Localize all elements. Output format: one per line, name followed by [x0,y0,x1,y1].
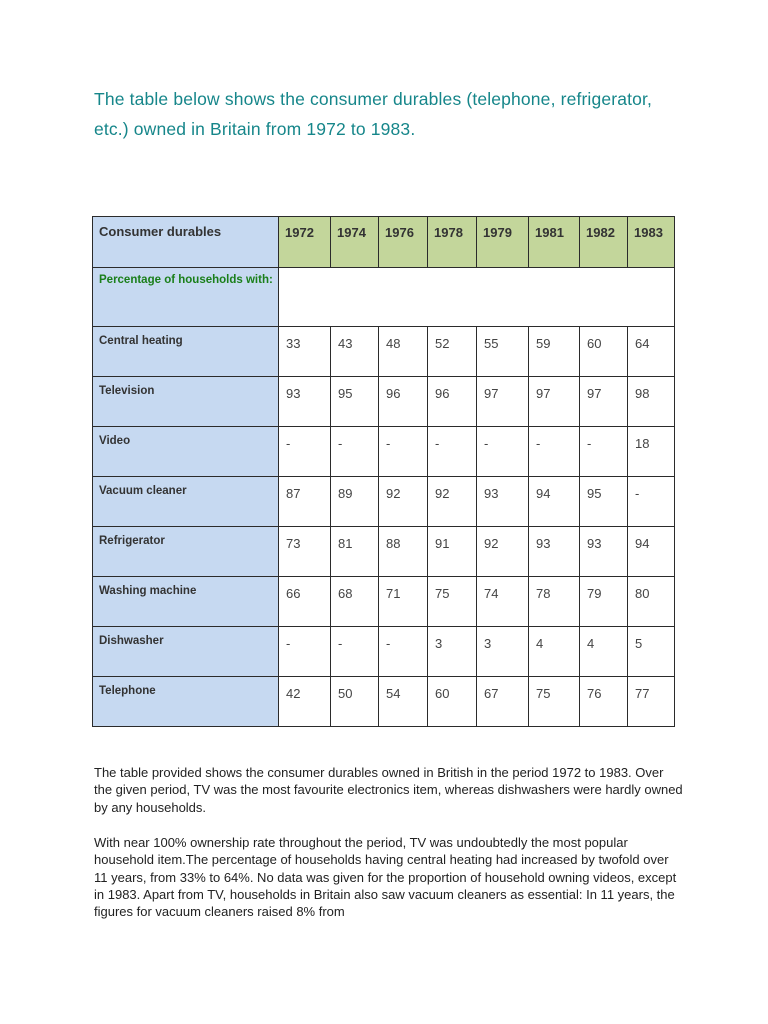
value-cell: 93 [529,527,580,577]
year-header-cell: 1974 [331,217,379,268]
row-label-cell: Central heating [93,327,279,377]
value-cell: 92 [428,477,477,527]
value-cell: 79 [580,577,628,627]
value-cell: 4 [580,627,628,677]
year-header-cell: 1978 [428,217,477,268]
value-cell: 97 [529,377,580,427]
row-label-cell: Washing machine [93,577,279,627]
value-cell: 98 [628,377,675,427]
value-cell: 42 [279,677,331,727]
table-row [93,477,675,527]
value-cell: 66 [279,577,331,627]
value-cell: 91 [428,527,477,577]
paragraph-intro: The table provided shows the consumer durables owned in British in the period 1972 to 1983. Over the given period, TV was the most favourite electronics item, whereas dishwashers were hardly owned by any households. [94,765,683,815]
value-cell: 3 [477,627,529,677]
value-cell: 73 [279,527,331,577]
value-cell: 60 [428,677,477,727]
table-row [93,677,675,727]
value-cell: 33 [279,327,331,377]
value-cell: - [580,427,628,477]
value-cell: 4 [529,627,580,677]
value-cell: - [279,427,331,477]
value-cell: 93 [580,527,628,577]
value-cell: 97 [477,377,529,427]
table-row [93,377,675,427]
value-cell: - [379,627,428,677]
value-cell: 92 [379,477,428,527]
table-row [93,577,675,627]
value-cell: 95 [331,377,379,427]
value-cell: 76 [580,677,628,727]
value-cell: 77 [628,677,675,727]
value-cell: - [379,427,428,477]
value-cell: 89 [331,477,379,527]
value-cell: - [529,427,580,477]
row-label-cell: Video [93,427,279,477]
value-cell: 43 [331,327,379,377]
value-cell: 93 [279,377,331,427]
value-cell: 59 [529,327,580,377]
year-header-cell: 1983 [628,217,675,268]
table-header-row [93,217,675,268]
value-cell: 18 [628,427,675,477]
value-cell: 74 [477,577,529,627]
value-cell: 60 [580,327,628,377]
row-label-cell: Refrigerator [93,527,279,577]
table-body [93,217,675,727]
year-header-cell: 1976 [379,217,428,268]
row-label-cell: Vacuum cleaner [93,477,279,527]
value-cell: 96 [428,377,477,427]
value-cell: 75 [529,677,580,727]
value-cell: 3 [428,627,477,677]
value-cell: 88 [379,527,428,577]
value-cell: 94 [529,477,580,527]
value-cell: 68 [331,577,379,627]
value-cell: 94 [628,527,675,577]
value-cell: 95 [580,477,628,527]
value-cell: 71 [379,577,428,627]
year-header-cell: 1972 [279,217,331,268]
row-label-cell: Telephone [93,677,279,727]
table-row [93,527,675,577]
value-cell: - [331,427,379,477]
section-label-cell: Percentage of households with: [93,268,279,327]
value-cell: 97 [580,377,628,427]
value-cell: - [477,427,529,477]
value-cell: 81 [331,527,379,577]
table-section-row [93,268,675,327]
table-row [93,327,675,377]
header-label-cell: Consumer durables [93,217,279,268]
value-cell: 5 [628,627,675,677]
value-cell: 80 [628,577,675,627]
row-label-cell: Television [93,377,279,427]
year-header-cell: 1979 [477,217,529,268]
year-header-cell: 1982 [580,217,628,268]
section-blank-cell [279,268,675,327]
value-cell: 67 [477,677,529,727]
table-row [93,427,675,477]
value-cell: 96 [379,377,428,427]
table-row [93,627,675,677]
value-cell: 54 [379,677,428,727]
value-cell: - [279,627,331,677]
value-cell: - [428,427,477,477]
value-cell: 87 [279,477,331,527]
paragraph-details: With near 100% ownership rate throughout the period, TV was undoubtedly the most popular household item.The percentage of households having central heating had increased by twofold over 11 years, from 33% to 64%. No data was given for the proportion of household owning videos, except in 1983. Apart from TV, households in Britain also saw vacuum cleaners as essential: In 11 years, the figures for vacuum cleaners raised 8% from [94,835,677,920]
value-cell: 78 [529,577,580,627]
value-cell: 92 [477,527,529,577]
value-cell: 64 [628,327,675,377]
value-cell: 50 [331,677,379,727]
value-cell: - [628,477,675,527]
value-cell: 52 [428,327,477,377]
value-cell: 93 [477,477,529,527]
value-cell: 48 [379,327,428,377]
row-label-cell: Dishwasher [93,627,279,677]
year-header-cell: 1981 [529,217,580,268]
value-cell: - [331,627,379,677]
page-heading: The table below shows the consumer durables (telephone, refrigerator, etc.) owned in Britain from 1972 to 1983. [94,89,653,139]
value-cell: 75 [428,577,477,627]
consumer-durables-table [92,216,675,727]
value-cell: 55 [477,327,529,377]
